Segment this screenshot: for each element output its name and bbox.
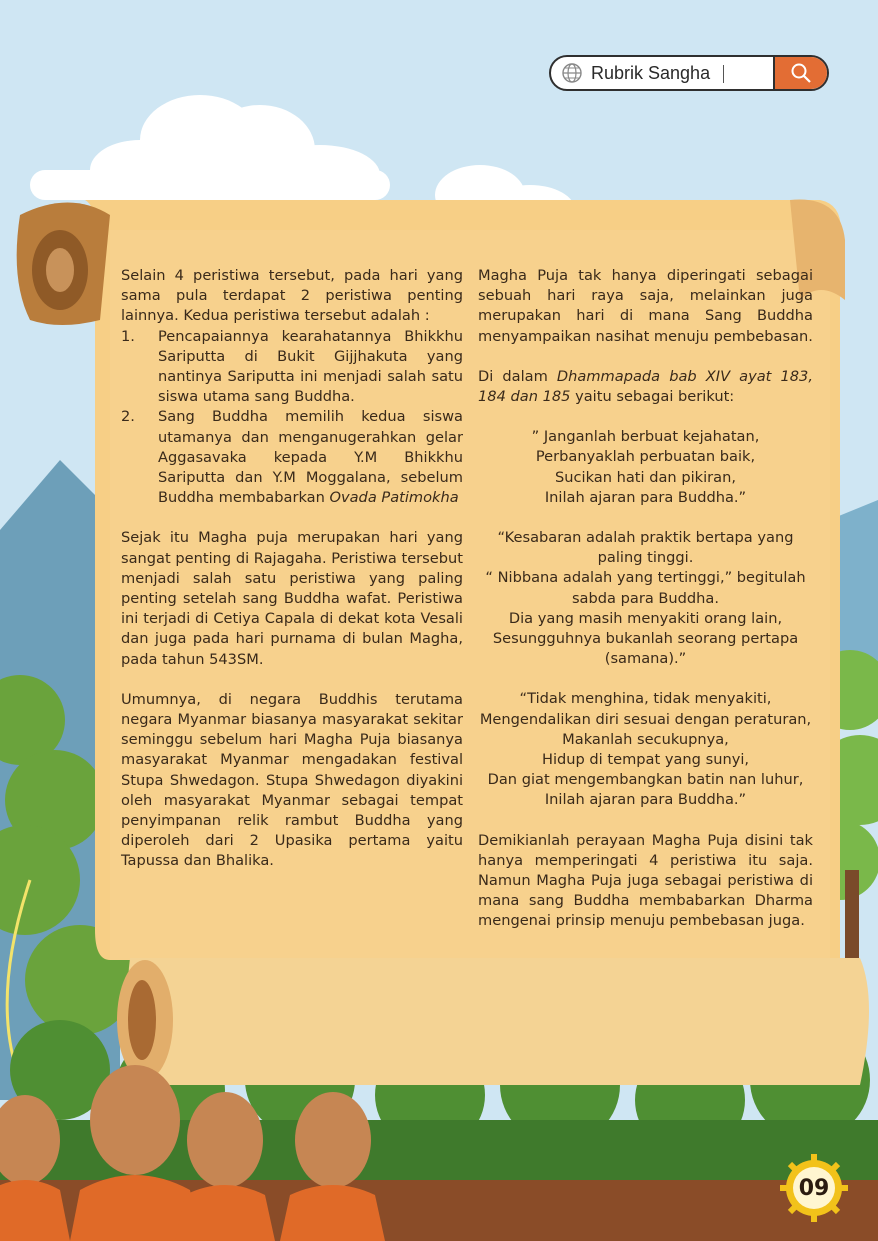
verse-line: Mengendalikan diri sesuai dengan peraturan, — [479, 710, 812, 728]
verse-line: paling tinggi. — [597, 549, 694, 567]
verse-line: Hidup di tempat yang sunyi, — [541, 751, 750, 769]
list-number: 1. — [121, 327, 135, 345]
verse-line: “Tidak menghina, tidak menyakiti, — [519, 690, 772, 708]
paragraph-dhammapada: Di dalam Dhammapada bab XIV ayat 183, 184 dan 185 yaitu sebagai berikut: — [478, 367, 813, 406]
verse-2 — [478, 528, 813, 669]
verse-line: Dan giat mengembangkan batin nan luhur, — [487, 771, 804, 789]
paragraph-history: Sejak itu Magha puja merupakan hari yang sangat penting di Rajagaha. Peristiwa tersebut menjadi salah satu peristiwa yang paling penting setelah sang Buddha wafat. Peristiwa ini terjadi di Cetiya Capala di dekat kota Vesali dan juga pada hari purnama di bulan Magha, pada tahun 543SM. — [121, 529, 463, 668]
paragraph-conclusion: Demikianlah perayaan Magha Puja disini tak hanya memperingati 4 peristiwa itu saja. Namun Magha Puja juga sebagai peristiwa di mana sang Buddha membabarkan Dharma mengenai prinsip menuju pembebasan juga. — [478, 831, 813, 930]
verse-line: Sesungguhnya bukanlah seorang pertapa — [492, 630, 799, 648]
list-text: Sang Buddha memilih kedua siswa utamanya dan menganugerahkan gelar Aggasavaka kepada Y.M Bhikkhu Sariputta dan Y.M Moggalana, sebelum Buddha membabarkan Ovada Patimokha — [158, 408, 463, 507]
list-item — [121, 407, 463, 508]
verse-line: “ Nibbana adalah yang tertinggi,” begitulah — [485, 569, 806, 587]
search-input[interactable]: Rubrik Sangha — [591, 63, 711, 83]
verse-line: Dia yang masih menyakiti orang lain, — [508, 609, 783, 627]
article-column-left — [121, 266, 463, 872]
text-cursor — [723, 65, 724, 83]
article-column-right — [478, 266, 813, 932]
list-text: Pencapaiannya kearahatannya Bhikkhu Sariputta di Bukit Gijjhakuta yang nantinya Sariputta ini menjadi salah satu siswa utama sang Buddha. — [158, 327, 463, 406]
paragraph-magha-puja: Magha Puja tak hanya diperingati sebagai sebuah hari raya saja, melainkan juga merupakan hari di mana Sang Buddha menyampaikan nasihat menuju pembebasan. — [478, 267, 813, 345]
search-bar[interactable] — [549, 55, 829, 91]
verse-line: Perbanyaklah perbuatan baik, — [535, 448, 756, 466]
list-item — [121, 327, 463, 408]
verse-line: Sucikan hati dan pikiran, — [555, 468, 736, 486]
verse-line: (samana).” — [604, 650, 687, 668]
verse-3 — [478, 689, 813, 810]
search-button[interactable] — [773, 57, 827, 89]
verse-line: “Kesabaran adalah praktik bertapa yang — [497, 529, 794, 547]
list-number: 2. — [121, 408, 135, 426]
verse-line: Inilah ajaran para Buddha.” — [544, 791, 747, 809]
page-number: 09 — [798, 1176, 830, 1201]
verse-line: sabda para Buddha. — [571, 589, 720, 607]
page-number-badge — [778, 1152, 850, 1224]
verse-1 — [478, 427, 813, 508]
paragraph-intro: Selain 4 peristiwa tersebut, pada hari yang sama pula terdapat 2 peristiwa penting lainnya. Kedua peristiwa tersebut adalah : — [121, 267, 463, 325]
search-icon — [790, 62, 812, 84]
verse-line: Makanlah secukupnya, — [562, 730, 729, 748]
paragraph-myanmar: Umumnya, di negara Buddhis terutama negara Myanmar biasanya masyarakat sekitar seminggu sebelum hari Magha Puja biasanya masyarakat Myanmar mengadakan festival Stupa Shwedagon. Stupa Shwedagon diyakini oleh masyarakat Myanmar sebagai tempat penyimpanan relik rambut Buddha yang diperoleh dari 2 Upasika pertama yaitu Tapussa dan Bhalika. — [121, 690, 463, 870]
verse-line: ” Janganlah berbuat kejahatan, — [531, 428, 760, 446]
globe-icon — [561, 62, 583, 84]
verse-line: Inilah ajaran para Buddha.” — [544, 488, 747, 506]
